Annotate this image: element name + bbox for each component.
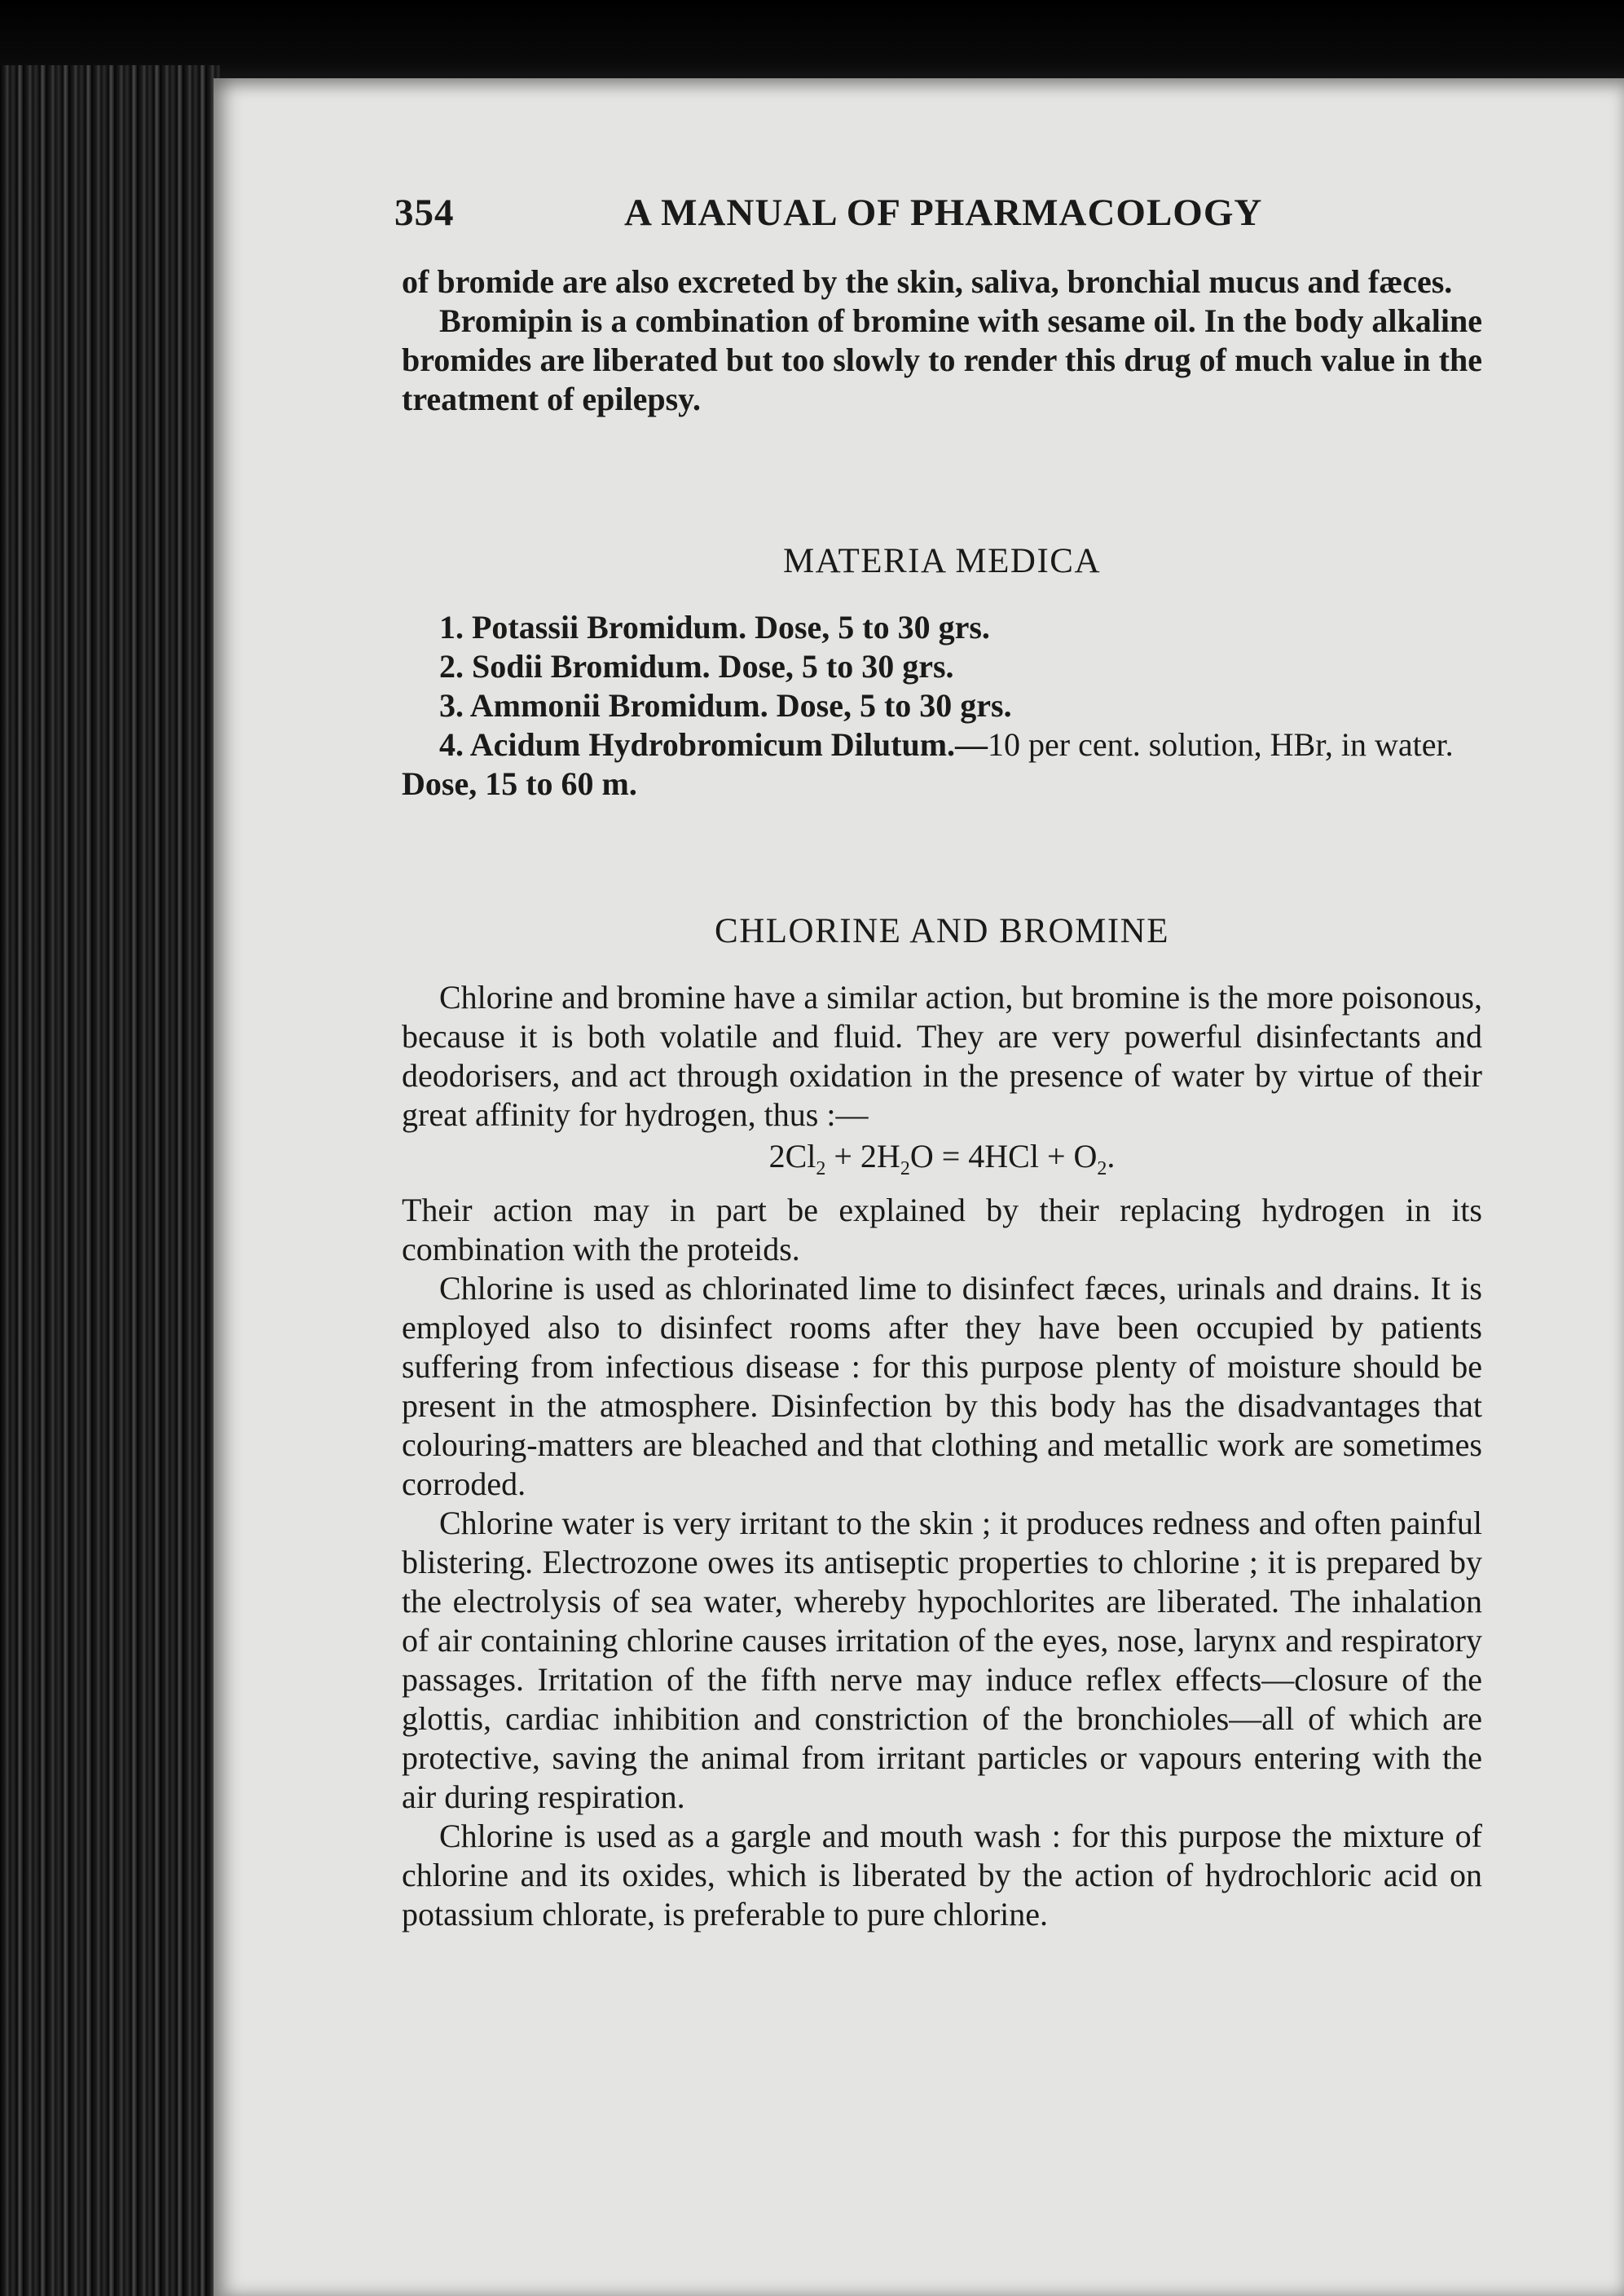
list-item: 4. Acidum Hydrobromicum Dilutum.—10 per cent. solution, HBr, in water. Dose, 15 to 60 m. [402, 726, 1454, 802]
list-item: 3. Ammonii Bromidum. Dose, 5 to 30 grs. [439, 687, 1012, 724]
chlorine-bromine-heading: CHLORINE AND BROMINE [715, 912, 1169, 950]
materia-medica-heading: MATERIA MEDICA [782, 542, 1102, 580]
book-page [213, 78, 1624, 2296]
opening-paragraphs [402, 262, 1482, 419]
paragraph-bromipin: Bromipin is a combination of bromine with sesame oil. In the body alkaline bromides are liberated but too slowly to render this drug of much value in the treatment of epilepsy. [402, 302, 1482, 417]
paragraph-intro: Chlorine and bromine have a similar action, but bromine is the more poisonous, because it is both volatile and fluid. They are very powerful disinfectants and deodorisers, and act through oxidation in the presence of water by virtue of their great affinity for hydrogen, thus :— [402, 979, 1482, 1133]
materia-medica-list [402, 608, 1482, 804]
book-page-edges [0, 65, 220, 2296]
running-head [213, 191, 1624, 256]
paragraph-gargle: Chlorine is used as a gargle and mouth wash : for this purpose the mixture of chlorine and its oxides, which is liberated by the action of hydrochloric acid on potassium chlorate, is preferable to pure chlorine. [402, 1818, 1482, 1932]
paragraph-continued: of bromide are also excreted by the skin, saliva, bronchial mucus and fæces. [402, 263, 1453, 300]
list-item: 2. Sodii Bromidum. Dose, 5 to 30 grs. [439, 648, 954, 685]
page-number: 354 [394, 192, 455, 234]
chemical-equation: $2Cl_2 + 2H_2O = 4HCl + O_2$. [768, 1138, 1116, 1179]
paragraph-chlorine-water: Chlorine water is very irritant to the skin ; it produces redness and often painful blistering. Electrozone owes its antiseptic properties to chlorine ; it is prepared by the electrolysis of sea water, whereby hypochlorites are liberated. The inhalation of air containing chlorine causes irritation of the eyes, nose, larynx and respiratory passages. Irritation of the fifth nerve may induce reflex effects—closure of the glottis, cardiac inhibition and constriction of the bronchioles—all of which are protective, saving the animal from irritant particles or vapours entering with the air during respiration. [402, 1505, 1482, 1815]
list-item: 1. Potassii Bromidum. Dose, 5 to 30 grs. [439, 609, 990, 646]
paragraph-after-equation: Their action may in part be explained by their replacing hydrogen in its combination with the proteids. [402, 1192, 1482, 1267]
paragraph-disinfection: Chlorine is used as chlorinated lime to disinfect fæces, urinals and drains. It is employed also to disinfect rooms after they have been occupied by patients suffering from infectious disease : for this purpose plenty of moisture should be present in the atmosphere. Disinfection by this body has the disadvantages that colouring-matters are bleached and that clothing and metallic work are sometimes corroded. [402, 1270, 1482, 1502]
scan-top-border [0, 0, 1624, 90]
chlorine-section-body [402, 978, 1482, 1934]
book-title: A MANUAL OF PHARMACOLOGY [624, 192, 1263, 234]
